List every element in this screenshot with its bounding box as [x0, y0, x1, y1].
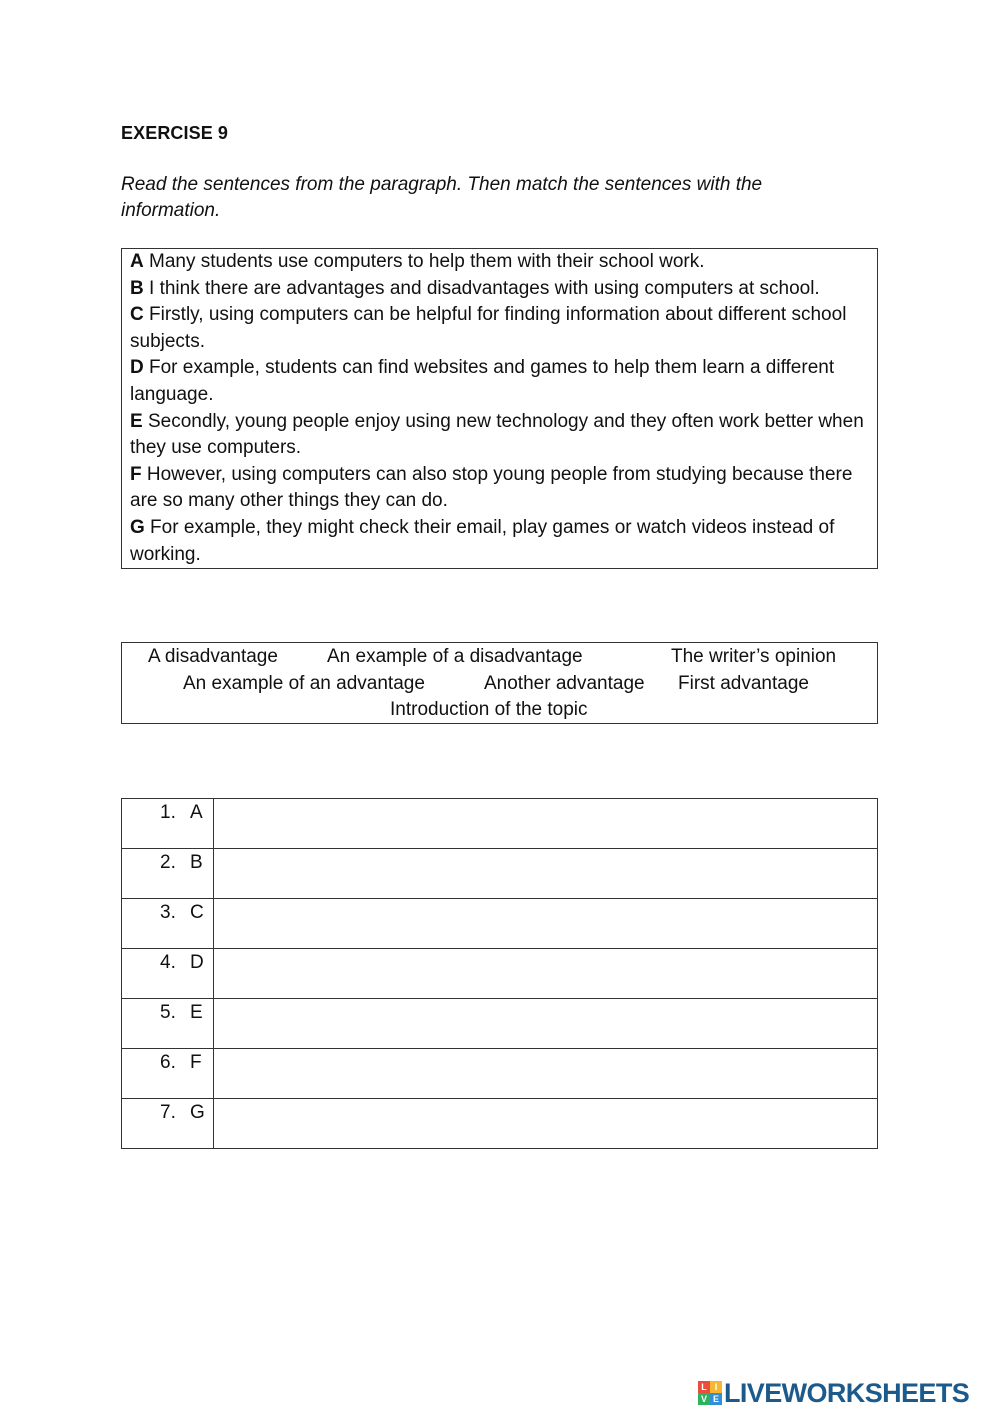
option-word: The writer’s opinion	[671, 646, 837, 667]
sentence-c	[130, 302, 869, 355]
sentence-b	[130, 276, 869, 303]
sentence-text: For example, students can find websites and games to help them learn a different language.	[130, 357, 835, 405]
answer-number: 2.	[160, 852, 176, 873]
option-word: An example of an advantage	[183, 672, 425, 694]
answer-field[interactable]	[213, 999, 877, 1049]
answer-label	[122, 849, 214, 899]
options-row	[122, 643, 877, 670]
answer-number: 3.	[160, 902, 176, 923]
sentence-letter: C	[130, 304, 144, 326]
sentence-letter: F	[130, 463, 142, 485]
answer-label	[122, 1099, 214, 1149]
answer-number: 7.	[160, 1102, 176, 1123]
table-row	[122, 1049, 878, 1099]
answer-label	[122, 1049, 214, 1099]
answer-number: 1.	[160, 802, 176, 823]
option-word: An example of a disadvantage	[327, 646, 583, 667]
options-row	[122, 696, 877, 723]
table-row	[122, 899, 878, 949]
logo-icon	[698, 1381, 722, 1405]
answer-label	[122, 899, 214, 949]
answer-field[interactable]	[213, 799, 877, 849]
logo-icon-letter: L	[698, 1381, 710, 1393]
sentence-text: Firstly, using computers can be helpful for finding information about different school subjects.	[130, 304, 847, 352]
answer-field[interactable]	[213, 899, 877, 949]
liveworksheets-logo	[698, 1377, 969, 1409]
sentence-g	[130, 515, 869, 568]
option-word: First advantage	[678, 672, 809, 694]
answer-field[interactable]	[213, 1049, 877, 1099]
sentence-d	[130, 355, 869, 408]
options-row	[122, 670, 877, 697]
answer-letter: D	[190, 952, 204, 973]
answer-letter: G	[190, 1102, 205, 1123]
answer-letter: A	[190, 802, 203, 823]
table-row	[122, 799, 878, 849]
answer-field[interactable]	[213, 949, 877, 999]
sentence-text: Secondly, young people enjoy using new technology and they often work better when they use computers.	[130, 410, 864, 459]
sentence-text: Many students use computers to help them with their school work.	[143, 251, 705, 272]
logo-icon-letter: I	[710, 1381, 722, 1393]
option-word: Another advantage	[484, 672, 645, 694]
logo-text: LIVEWORKSHEETS	[724, 1377, 970, 1408]
table-row	[122, 999, 878, 1049]
answer-table	[121, 798, 878, 1149]
answer-letter: C	[190, 902, 204, 923]
instructions: Read the sentences from the paragraph. Then match the sentences with the information.	[121, 174, 763, 221]
answer-number: 6.	[160, 1052, 176, 1073]
sentence-box	[121, 248, 878, 569]
sentence-text: For example, they might check their email, play games or watch videos instead of working.	[130, 516, 835, 565]
answer-letter: F	[190, 1052, 202, 1073]
sentence-letter: D	[130, 357, 144, 379]
logo-icon-letter: E	[710, 1393, 722, 1405]
logo-icon-letter: V	[698, 1393, 710, 1405]
answer-label	[122, 999, 214, 1049]
answer-number: 4.	[160, 952, 176, 973]
sentence-f	[130, 462, 869, 515]
table-row	[122, 949, 878, 999]
sentence-letter: B	[130, 277, 144, 299]
answer-field[interactable]	[213, 849, 877, 899]
answer-label	[122, 799, 214, 849]
sentence-text: However, using computers can also stop young people from studying because there are so many other things they can do.	[130, 463, 853, 512]
sentence-e	[130, 409, 869, 462]
answer-letter: B	[190, 852, 203, 873]
answer-letter: E	[190, 1002, 203, 1023]
sentence-letter: G	[130, 516, 145, 538]
option-word: Introduction of the topic	[390, 699, 588, 721]
table-row	[122, 1099, 878, 1149]
exercise-title: EXERCISE 9	[121, 123, 229, 143]
answer-number: 5.	[160, 1002, 176, 1023]
table-row	[122, 849, 878, 899]
sentence-letter: A	[130, 251, 144, 272]
answer-label	[122, 949, 214, 999]
sentence-text: I think there are advantages and disadvantages with using computers at school.	[143, 277, 820, 299]
options-box	[121, 642, 878, 724]
sentence-letter: E	[130, 410, 143, 432]
sentence-a	[130, 249, 869, 276]
option-word: A disadvantage	[148, 646, 278, 667]
answer-field[interactable]	[213, 1099, 877, 1149]
